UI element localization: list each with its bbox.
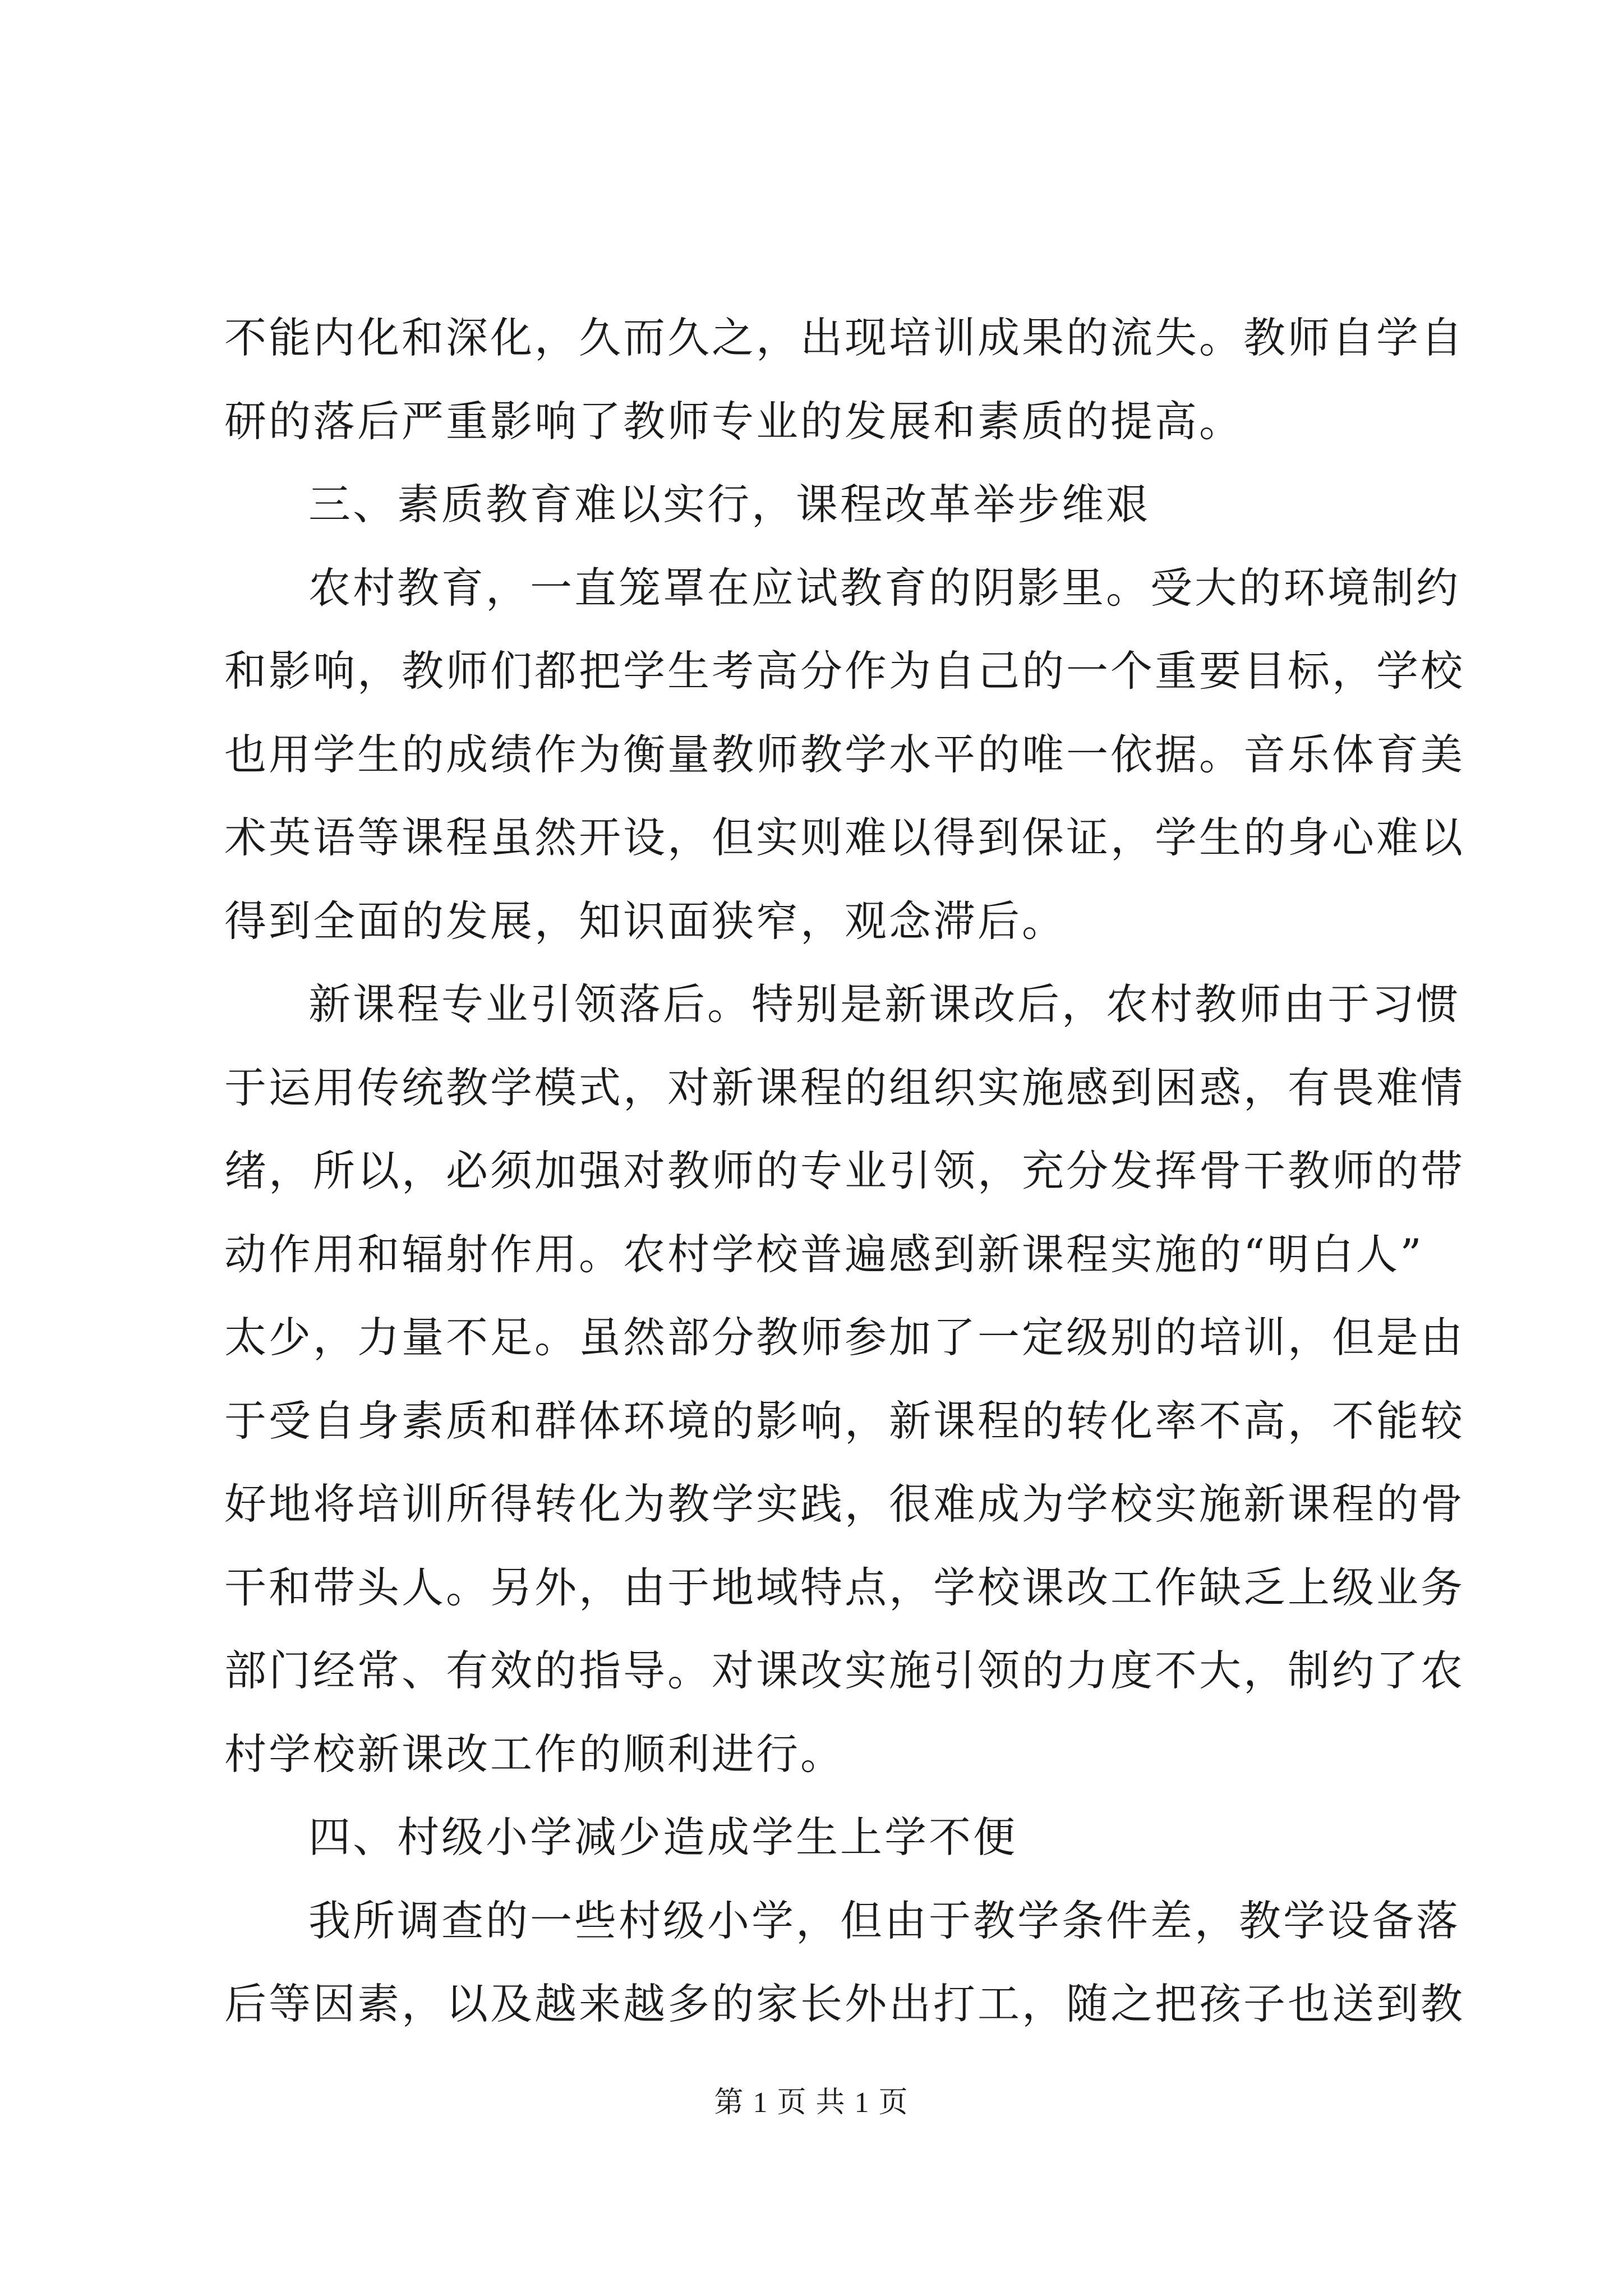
text-line: 于受自身素质和群体环境的影响，新课程的转化率不高，不能较 [224,1396,1465,1446]
text-line: 好地将培训所得转化为教学实践，很难成为学校实施新课程的骨 [224,1479,1465,1529]
text-line: 研的落后严重影响了教师专业的发展和素质的提高。 [224,396,1244,446]
page-footer [0,2078,1623,2120]
text-line: 后等因素，以及越来越多的家长外出打工，随之把孩子也送到教 [224,1979,1465,2028]
text-line: 村学校新课改工作的顺利进行。 [224,1729,845,1779]
document-body [224,296,1465,2046]
text-line: 农村教育，一直笼罩在应试教育的阴影里。受大的环境制约 [308,563,1461,613]
text-line: 得到全面的发展，知识面狭窄，观念滞后。 [224,896,1067,946]
text-line: 于运用传统教学模式，对新课程的组织实施感到困惑，有畏难情 [224,1062,1465,1112]
text-line: 和影响，教师们都把学生考高分作为自己的一个重要目标，学校 [224,646,1465,696]
text-line: 干和带头人。另外，由于地域特点，学校课改工作缺乏上级业务 [224,1562,1465,1612]
text-line: 我所调查的一些村级小学，但由于教学条件差，教学设备落 [308,1895,1461,1945]
text-line: 绪，所以，必须加强对教师的专业引领，充分发挥骨干教师的带 [224,1146,1465,1195]
text-line: 新课程专业引领落后。特别是新课改后，农村教师由于习惯 [308,979,1461,1029]
text-line: 不能内化和深化，久而久之，出现培训成果的流失。教师自学自 [224,313,1465,362]
text-line: 太少，力量不足。虽然部分教师参加了一定级别的培训，但是由 [224,1313,1465,1362]
text-line: 也用学生的成绩作为衡量教师教学水平的唯一依据。音乐体育美 [224,729,1465,779]
text-line: 部门经常、有效的指导。对课改实施引领的力度不大，制约了农 [224,1646,1465,1695]
page-number-label: 第 1 页 共 1 页 [714,2087,909,2119]
text-line: 动作用和辐射作用。农村学校普遍感到新课程实施的“明白人” [224,1229,1424,1279]
section-heading: 三、素质教育难以实行，课程改革举步维艰 [308,480,1151,529]
text-line: 术英语等课程虽然开设，但实则难以得到保证，学生的身心难以 [224,813,1465,862]
section-heading: 四、村级小学减少造成学生上学不便 [308,1812,1018,1862]
